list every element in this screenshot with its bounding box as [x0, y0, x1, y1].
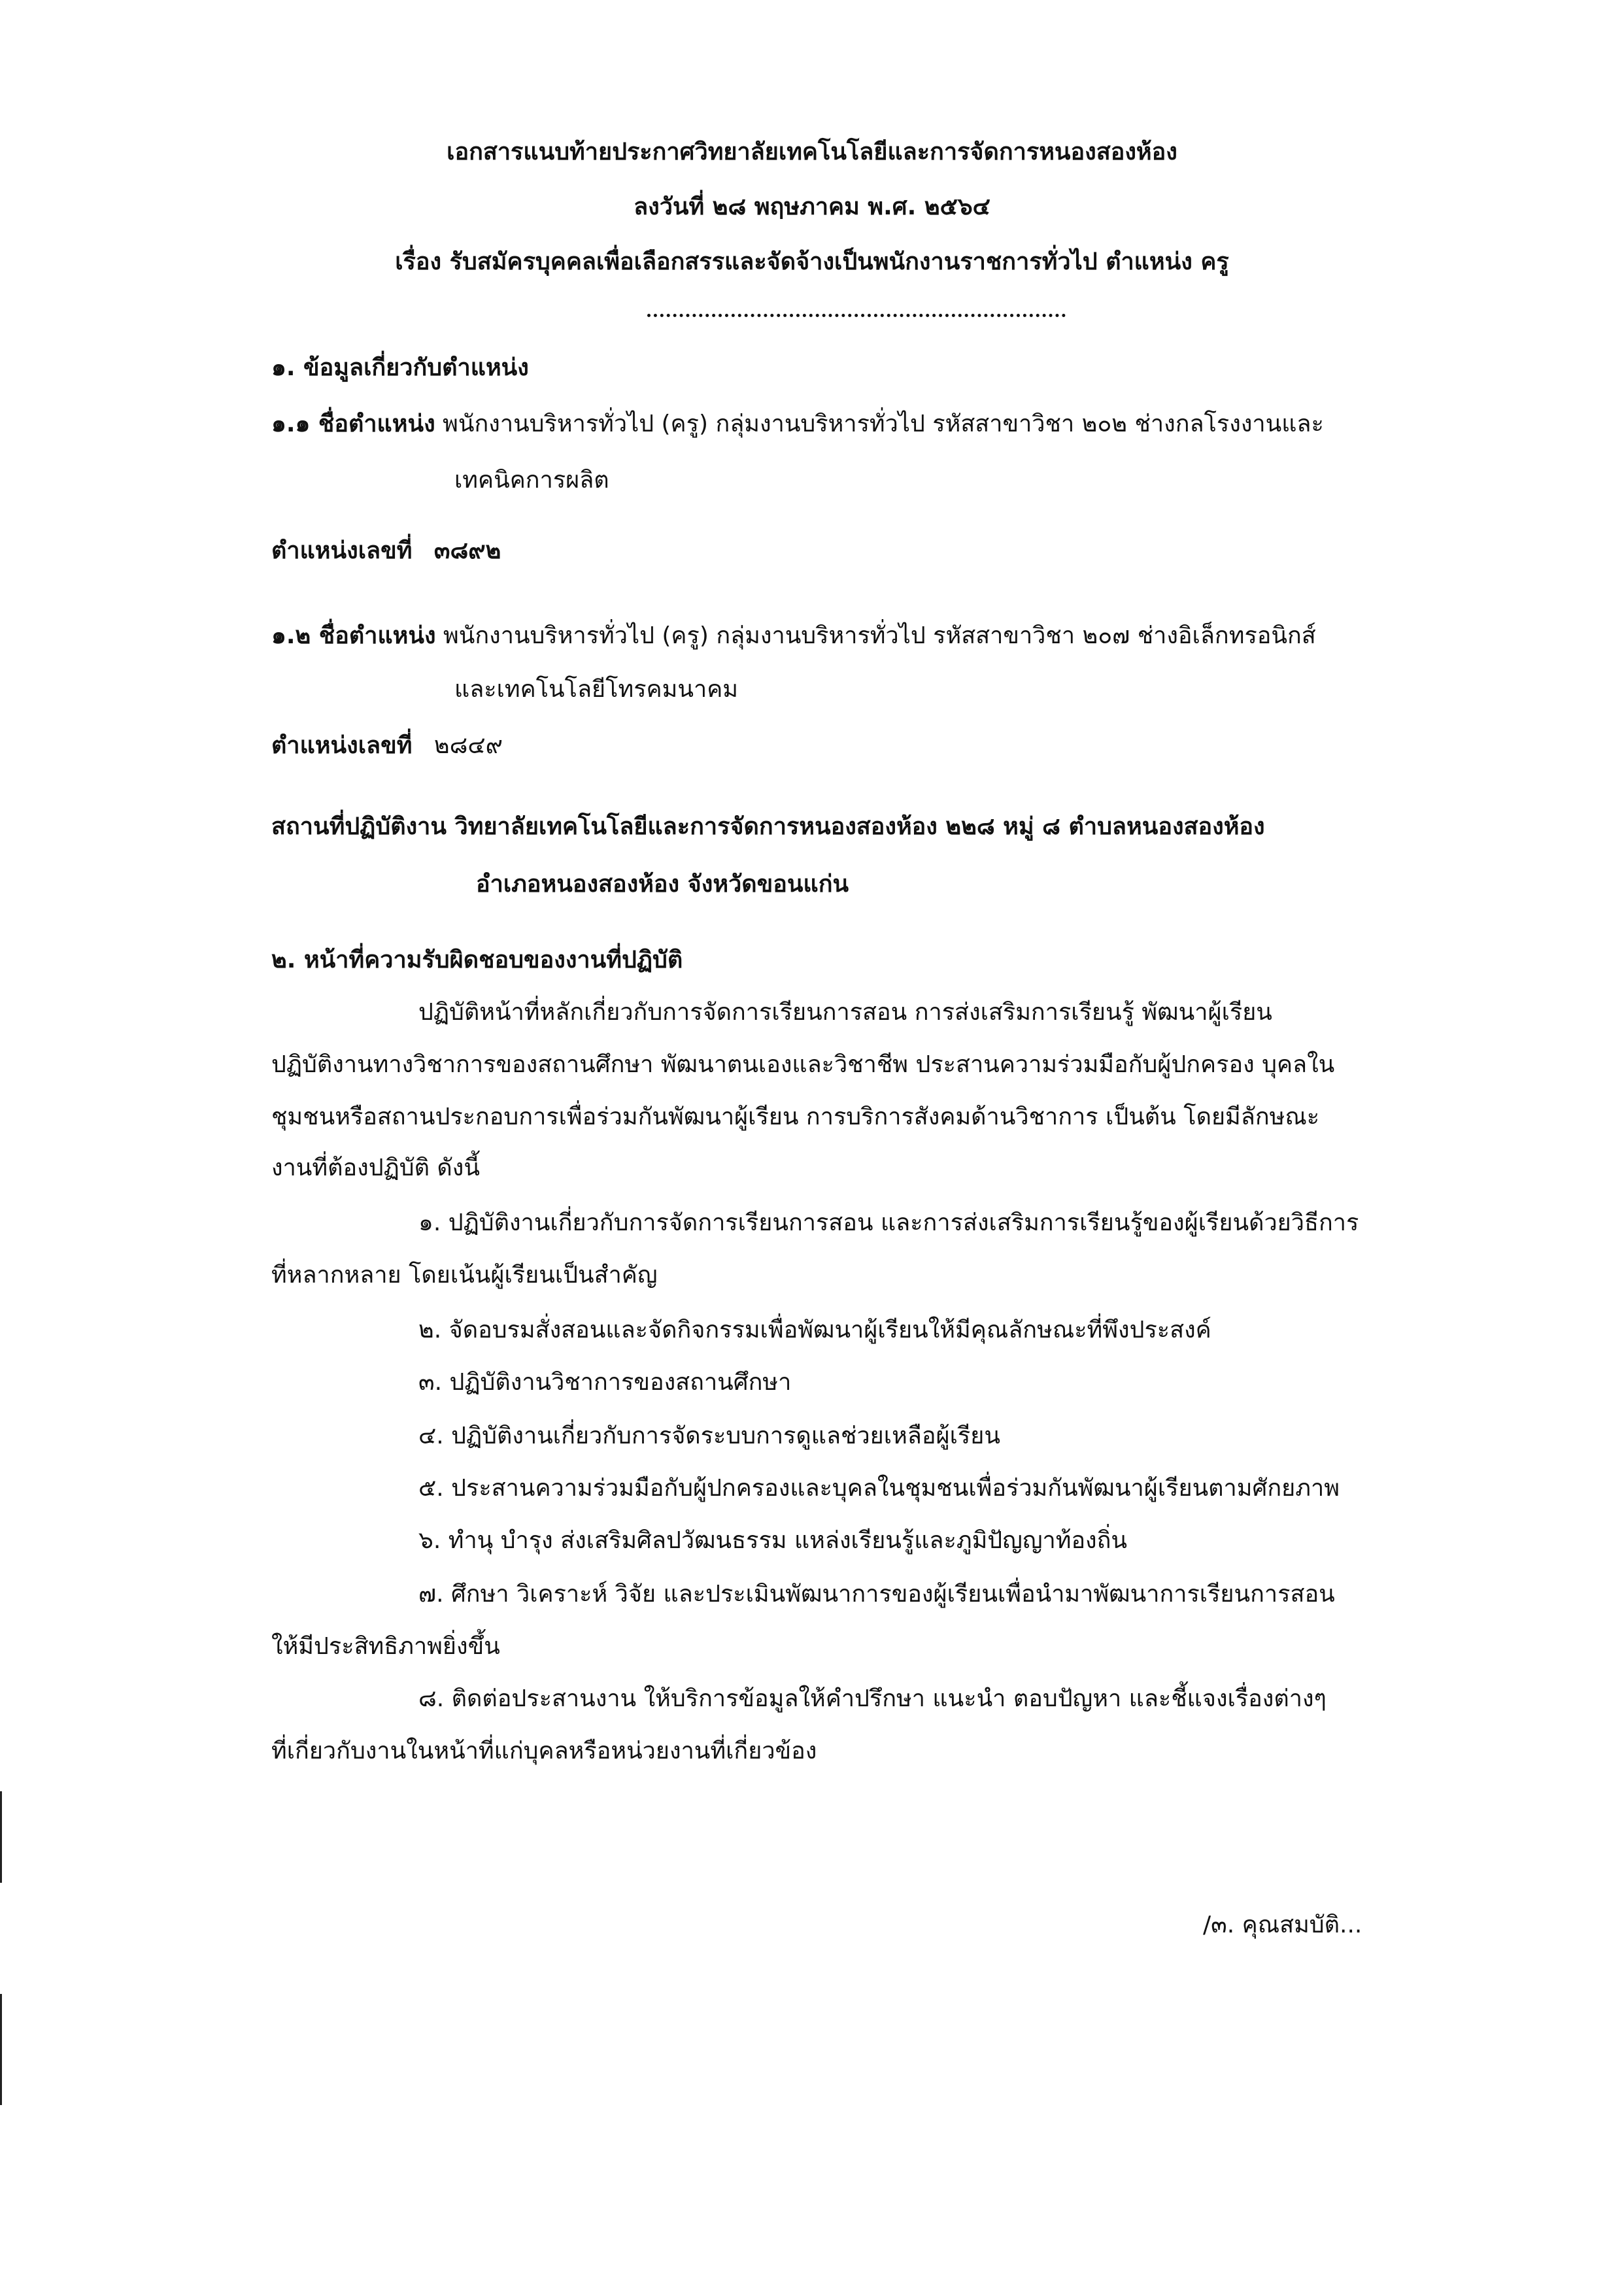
duty-item: ๒. จัดอบรมสั่งสอนและจัดกิจกรรมเพื่อพัฒนาผู้เรียนให้มีคุณลักษณะที่พึงประสงค์: [418, 1317, 1211, 1343]
duty-item: ๖. ทำนุ บำรุง ส่งเสริมศิลปวัฒนธรรม แหล่งเรียนรู้และภูมิปัญญาท้องถิ่น: [418, 1527, 1128, 1554]
duties-intro-line: ปฏิบัติงานทางวิชาการของสถานศึกษา พัฒนาตนเองและวิชาชีพ ประสานความร่วมมือกับผู้ปกครอง บุคลใน: [271, 1051, 1335, 1078]
position-2-number-label: ตำแหน่งเลขที่: [271, 732, 413, 759]
document-subject: เรื่อง รับสมัครบุคคลเพื่อเลือกสรรและจัดจ้างเป็นพนักงานราชการทั่วไป ตำแหน่ง ครู: [395, 248, 1229, 275]
duty-item: ๓. ปฏิบัติงานวิชาการของสถานศึกษา: [418, 1369, 792, 1396]
position-2-line: [271, 620, 1316, 652]
work-location-line-1: สถานที่ปฏิบัติงาน วิทยาลัยเทคโนโลยีและการจัดการหนองสองห้อง ๒๒๘ หมู่ ๘ ตำบลหนองสองห้อง: [271, 813, 1265, 840]
document-date: ลงวันที่ ๒๘ พฤษภาคม พ.ศ. ๒๕๖๔: [634, 194, 990, 220]
duty-item: ๑. ปฏิบัติงานเกี่ยวกับการจัดการเรียนการสอน และการส่งเสริมการเรียนรู้ของผู้เรียนด้วยวิธีการ: [418, 1209, 1359, 1236]
duty-item: ๕. ประสานความร่วมมือกับผู้ปกครองและบุคลในชุมชนเพื่อร่วมกันพัฒนาผู้เรียนตามศักยภาพ: [418, 1475, 1340, 1502]
position-1-number-line: [271, 535, 501, 567]
position-1-line: [271, 408, 1324, 441]
dotted-separator: [647, 314, 1066, 317]
position-2-text: พนักงานบริหารทั่วไป (ครู) กลุ่มงานบริหารทั่วไป รหัสสาขาวิชา ๒๐๗ ช่างอิเล็กทรอนิกส์: [443, 622, 1316, 649]
section-1-heading: ๑. ข้อมูลเกี่ยวกับตำแหน่ง: [271, 354, 529, 381]
position-1-label: ๑.๑ ชื่อตำแหน่ง: [271, 411, 435, 437]
position-1-text: พนักงานบริหารทั่วไป (ครู) กลุ่มงานบริหารทั่วไป รหัสสาขาวิชา ๒๐๒ ช่างกลโรงงานและ: [443, 411, 1324, 437]
duty-item-continuation: ที่เกี่ยวกับงานในหน้าที่แก่บุคลหรือหน่วยงานที่เกี่ยวข้อง: [271, 1738, 817, 1764]
section-2-heading: ๒. หน้าที่ความรับผิดชอบของงานที่ปฏิบัติ: [271, 947, 683, 973]
duty-item-continuation: ให้มีประสิทธิภาพยิ่งขึ้น: [271, 1633, 500, 1660]
duty-item: ๔. ปฏิบัติงานเกี่ยวกับการจัดระบบการดูแลช่วยเหลือผู้เรียน: [418, 1423, 1000, 1449]
duties-intro-line: ชุมชนหรือสถานประกอบการเพื่อร่วมกันพัฒนาผู้เรียน การบริการสังคมด้านวิชาการ เป็นต้น โดยมีลักษณะ: [271, 1104, 1320, 1130]
scan-edge-mark: [0, 1994, 2, 2105]
document-title: เอกสารแนบท้ายประกาศวิทยาลัยเทคโนโลยีและการจัดการหนองสองห้อง: [447, 139, 1177, 165]
position-1-number: ๓๘๙๒: [433, 537, 501, 564]
position-2-continuation: และเทคโนโลยีโทรคมนาคม: [454, 676, 739, 703]
position-1-continuation: เทคนิคการผลิต: [454, 467, 609, 494]
position-2-number-line: [271, 730, 503, 762]
duty-item: ๘. ติดต่อประสานงาน ให้บริการข้อมูลให้คำปรึกษา แนะนำ ตอบปัญหา และชี้แจงเรื่องต่างๆ: [418, 1685, 1327, 1712]
scan-edge-mark: [0, 1791, 2, 1883]
position-2-number: ๒๘๔๙: [433, 732, 503, 759]
duty-item: ๗. ศึกษา วิเคราะห์ วิจัย และประเมินพัฒนาการของผู้เรียนเพื่อนำมาพัฒนาการเรียนการสอน: [418, 1581, 1335, 1608]
duty-item-continuation: ที่หลากหลาย โดยเน้นผู้เรียนเป็นสำคัญ: [271, 1262, 658, 1289]
position-1-number-label: ตำแหน่งเลขที่: [271, 537, 413, 564]
continuation-note: /๓. คุณสมบัติ...: [1203, 1912, 1362, 1938]
position-2-label: ๑.๒ ชื่อตำแหน่ง: [271, 622, 436, 649]
duties-intro-line: ปฏิบัติหน้าที่หลักเกี่ยวกับการจัดการเรียนการสอน การส่งเสริมการเรียนรู้ พัฒนาผู้เรียน: [418, 999, 1272, 1026]
work-location-line-2: อำเภอหนองสองห้อง จังหวัดขอนแก่น: [476, 871, 849, 898]
duties-intro-line: งานที่ต้องปฏิบัติ ดังนี้: [271, 1155, 480, 1181]
